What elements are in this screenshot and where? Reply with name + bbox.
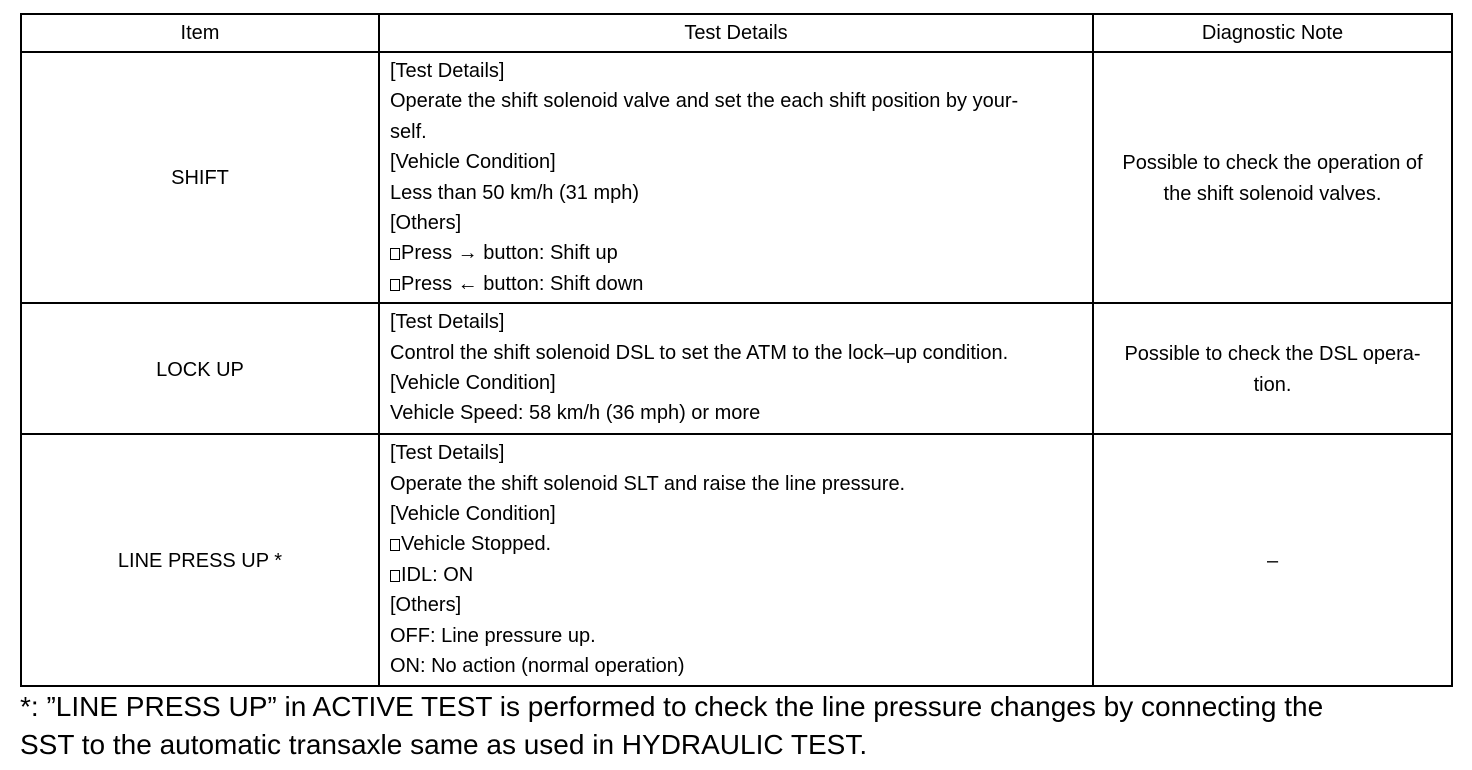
details-line: Less than 50 km/h (31 mph)	[390, 181, 640, 204]
details-bullet-line	[390, 560, 1080, 590]
note-line: –	[1266, 549, 1279, 572]
note-line-press-up	[1093, 434, 1452, 685]
details-line: [Others]	[390, 212, 462, 235]
footnote-line-1: *: ”LINE PRESS UP” in ACTIVE TEST is performed to check the line pressure changes by connecting the	[20, 691, 1324, 722]
item-line-press-up: LINE PRESS UP *	[21, 434, 379, 685]
details-bullet-text: Vehicle Stopped.	[401, 533, 552, 556]
checkbox-bullet-icon	[390, 248, 400, 260]
details-line: Vehicle Speed: 58 km/h (36 mph) or more	[390, 402, 761, 425]
details-line: [Test Details]	[390, 311, 505, 334]
details-bullet-line	[390, 269, 1080, 299]
details-line: self.	[390, 120, 427, 143]
details-line: [Vehicle Condition]	[390, 503, 556, 526]
details-line: [Vehicle Condition]	[390, 372, 556, 395]
checkbox-bullet-icon	[390, 539, 400, 551]
details-bullet-text: Press ← button: Shift down	[401, 272, 644, 295]
checkbox-bullet-icon	[390, 279, 400, 291]
note-lock-up	[1093, 303, 1452, 434]
details-line: OFF: Line pressure up.	[390, 624, 596, 647]
item-shift: SHIFT	[21, 52, 379, 303]
footnote-line-2: SST to the automatic transaxle same as used in HYDRAULIC TEST.	[20, 729, 868, 760]
details-line: [Test Details]	[390, 442, 505, 465]
details-line: Operate the shift solenoid valve and set the each shift position by your-	[390, 90, 1019, 113]
table-row	[21, 303, 1452, 434]
details-line: [Vehicle Condition]	[390, 151, 556, 174]
details-line: ON: No action (normal operation)	[390, 655, 685, 678]
details-bullet-text: Press → button: Shift up	[401, 242, 618, 265]
details-shift	[379, 52, 1093, 303]
note-line: tion.	[1253, 373, 1292, 396]
note-line: Possible to check the DSL opera-	[1124, 343, 1421, 366]
details-bullet-line	[390, 238, 1080, 268]
table-header-row	[21, 14, 1452, 52]
header-diagnostic-note: Diagnostic Note	[1093, 14, 1452, 52]
footnote	[20, 688, 1460, 764]
details-line: [Test Details]	[390, 60, 505, 82]
details-line-press-up	[379, 434, 1093, 685]
item-lock-up: LOCK UP	[21, 303, 379, 434]
details-lock-up	[379, 303, 1093, 434]
header-item: Item	[21, 14, 379, 52]
note-line: Possible to check the operation of	[1122, 152, 1423, 175]
checkbox-bullet-icon	[390, 570, 400, 582]
note-shift	[1093, 52, 1452, 303]
details-line: [Others]	[390, 594, 462, 617]
details-line: Operate the shift solenoid SLT and raise the line pressure.	[390, 472, 906, 495]
details-bullet-line	[390, 529, 1080, 559]
details-line: Control the shift solenoid DSL to set the ATM to the lock–up condition.	[390, 341, 1009, 364]
note-line: the shift solenoid valves.	[1163, 182, 1382, 205]
active-test-table	[20, 13, 1453, 687]
header-test-details: Test Details	[379, 14, 1093, 52]
table-row	[21, 52, 1452, 303]
table-row	[21, 434, 1452, 685]
details-bullet-text: IDL: ON	[401, 563, 474, 586]
